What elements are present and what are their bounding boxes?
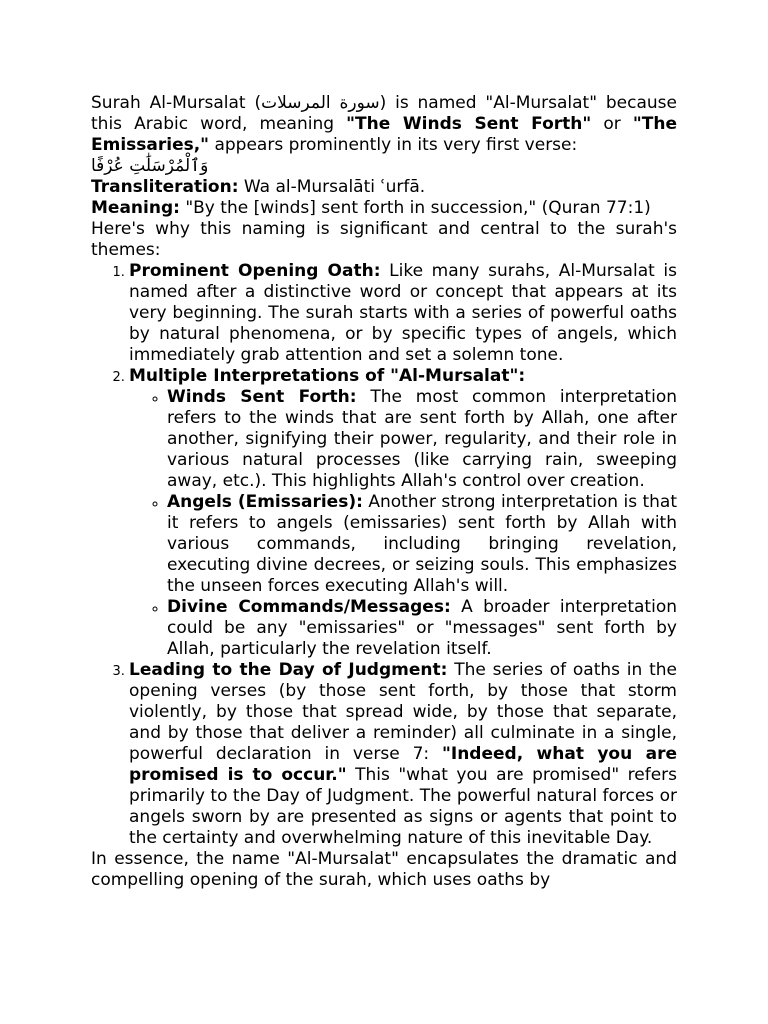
sub-list-item	[167, 492, 677, 597]
conclusion-paragraph: In essence, the name "Al-Mursalat" encapsulates the dramatic and compelling opening of the surah, which uses oaths by	[91, 849, 677, 890]
intro-text: ) is named "Al-Mursalat" because this Arabic word, meaning	[91, 93, 677, 134]
sub-item-title: Angels (Emissaries):	[167, 492, 363, 512]
transliteration-label: Transliteration:	[91, 177, 239, 197]
list-item-title: Multiple Interpretations of "Al-Mursalat":	[129, 366, 526, 386]
surah-arabic-name: سورة المرسلات	[261, 93, 380, 113]
meaning-text: "By the [winds] sent forth in succession," (Quran 77:1)	[179, 198, 651, 218]
verse-quote: "Indeed, what you are promised is to occur."	[129, 744, 677, 785]
reasons-list	[91, 261, 677, 849]
list-item-text: The series of oaths in the opening verses (by those sent forth, by those that storm violently, by those that spread wide, by those that separate, and by those that deliver a reminder) all culminate in a single, powerful declaration in verse 7:	[129, 660, 677, 764]
intro-text: or	[591, 114, 633, 134]
list-item	[129, 366, 677, 660]
meaning-line	[91, 198, 677, 219]
lead-in: Here's why this naming is significant and central to the surah's themes:	[91, 219, 677, 260]
transliteration-text: Wa al-Mursalāti ʿurfā.	[238, 177, 426, 197]
list-item-title: Leading to the Day of Judgment:	[129, 660, 448, 680]
list-item-text: Like many surahs, Al-Mursalat is named after a distinctive word or concept that appears at its very beginning. The surah starts with a series of powerful oaths by natural phenomena, or by specific types of angels, which immediately grab attention and set a solemn tone.	[129, 261, 677, 365]
sub-item-text: Another strong interpretation is that it refers to angels (emissaries) sent forth by Allah with various commands, including bringing revelation, executing divine decrees, or seizing souls. This emphasizes the unseen forces executing Allah's will.	[167, 492, 678, 596]
document-body	[91, 93, 677, 891]
interpretations-list	[129, 387, 677, 660]
list-item-title: Prominent Opening Oath:	[129, 261, 381, 281]
meaning-label: Meaning:	[91, 198, 180, 218]
meaning-winds: "The Winds Sent Forth"	[346, 114, 592, 134]
sub-item-text: A broader interpretation could be any "emissaries" or "messages" sent forth by Allah, particularly the revelation itself.	[167, 597, 677, 659]
sub-item-title: Winds Sent Forth:	[167, 387, 357, 407]
sub-list-item	[167, 387, 677, 492]
verse-arabic: وَٱلْمُرْسَلَٰتِ عُرْفًا	[91, 156, 209, 176]
intro-text: Surah Al-Mursalat (	[91, 93, 262, 113]
list-item	[129, 660, 677, 849]
transliteration-line	[91, 177, 677, 198]
sub-list-item	[167, 597, 677, 660]
sub-item-title: Divine Commands/Messages:	[167, 597, 451, 617]
sub-item-text: The most common interpretation refers to the winds that are sent forth by Allah, one after another, signifying their power, regularity, and their role in various natural processes (like carrying rain, sweeping away, etc.). This highlights Allah's control over creation.	[167, 387, 677, 491]
meaning-emissaries: "The Emissaries,"	[91, 114, 677, 155]
intro-text: appears prominently in its very first verse:	[209, 135, 578, 155]
intro-paragraph	[91, 93, 677, 156]
list-item	[129, 261, 677, 366]
list-item-text: This "what you are promised" refers primarily to the Day of Judgment. The powerful natural forces or angels sworn by are presented as signs or agents that point to the certainty and overwhelming nature of this inevitable Day.	[129, 765, 677, 848]
